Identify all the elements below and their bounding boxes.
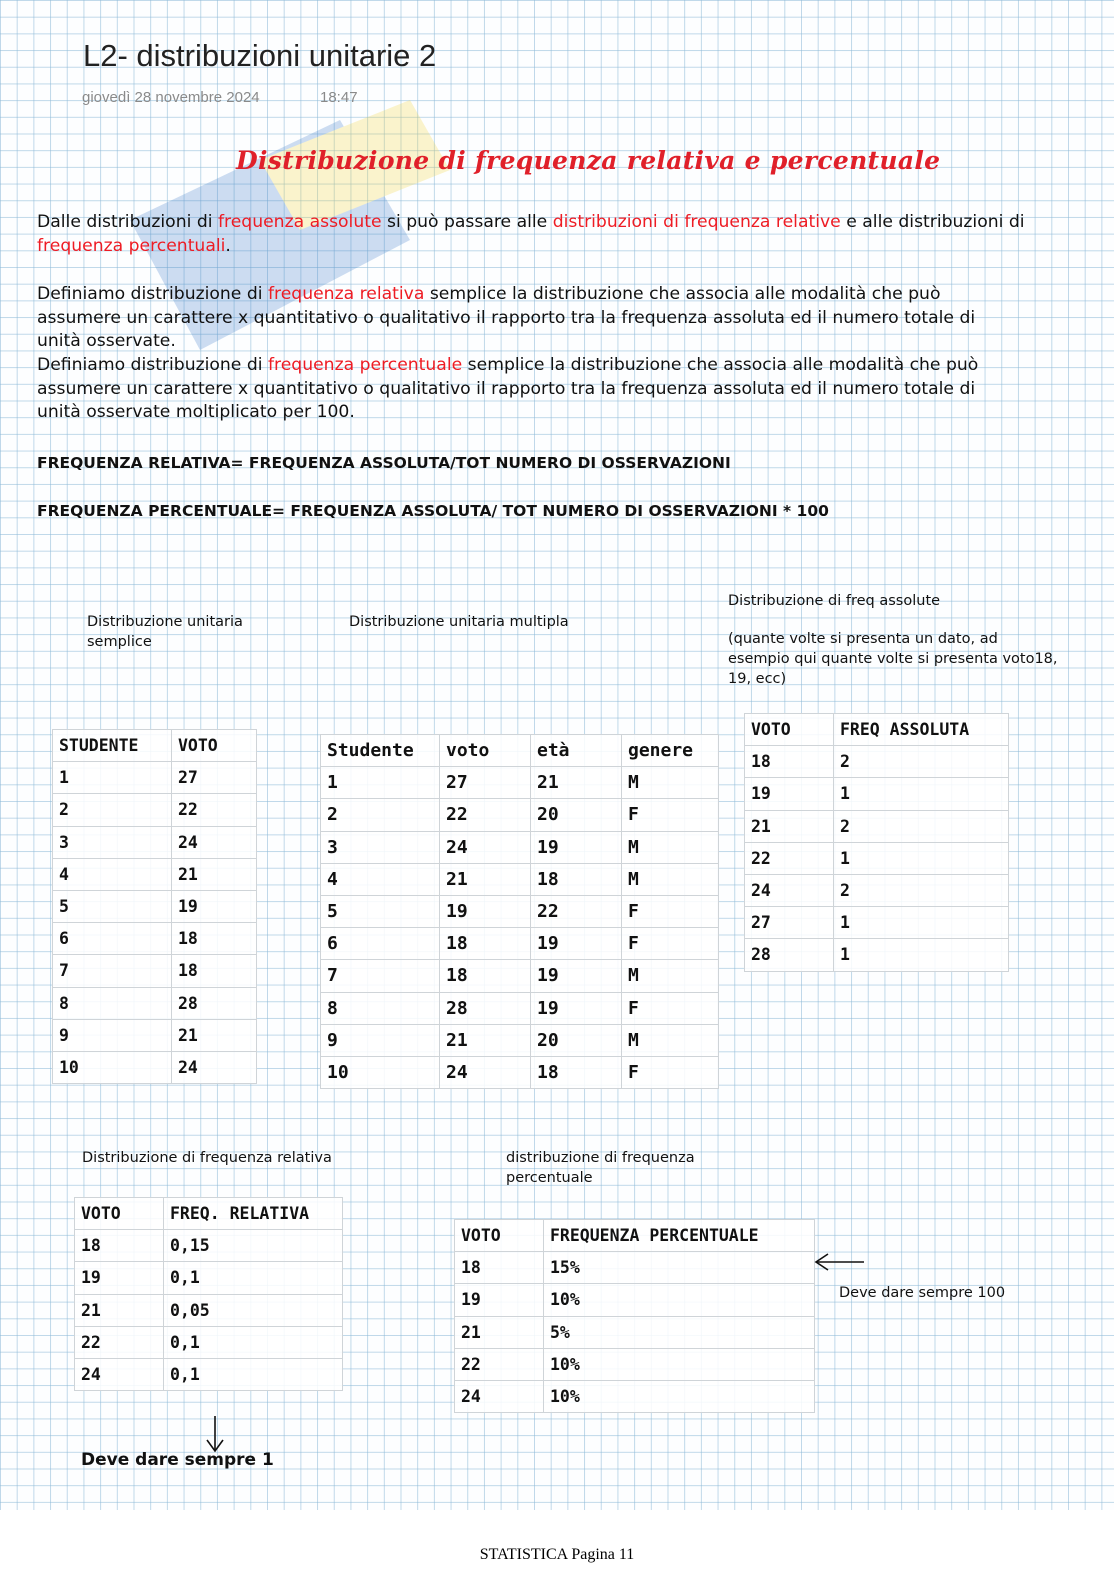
table-row <box>321 960 719 992</box>
table-cell: 19 <box>172 890 257 922</box>
table-cell: 22 <box>75 1326 164 1358</box>
formula-relative: FREQUENZA RELATIVA= FREQUENZA ASSOLUTA/TOT NUMERO DI OSSERVAZIONI <box>37 454 731 472</box>
table-cell: F <box>622 895 719 927</box>
page-time: 18:47 <box>320 89 358 106</box>
table-cell: 6 <box>321 928 440 960</box>
table-row <box>455 1316 815 1348</box>
table-cell: 22 <box>455 1348 544 1380</box>
table-row <box>455 1348 815 1380</box>
table-cell: F <box>622 992 719 1024</box>
table-header-cell: FREQUENZA PERCENTUALE <box>544 1220 815 1252</box>
caption-absolute-title: Distribuzione di freq assolute <box>728 593 941 609</box>
table-header-cell: FREQ. RELATIVA <box>164 1198 343 1230</box>
table-cell: 24 <box>172 1051 257 1083</box>
table-cell: 19 <box>531 960 622 992</box>
table-row <box>75 1294 343 1326</box>
table-header-cell: VOTO <box>455 1220 544 1252</box>
table-cell: 18 <box>531 863 622 895</box>
table-cell: 2 <box>834 746 1009 778</box>
table-row <box>745 874 1009 906</box>
table-cell: 18 <box>172 923 257 955</box>
table-cell: 4 <box>53 858 172 890</box>
table-row <box>455 1284 815 1316</box>
table-row <box>75 1262 343 1294</box>
table-row <box>455 1380 815 1412</box>
table-cell: 19 <box>531 992 622 1024</box>
caption-simple: Distribuzione unitaria semplice <box>87 614 243 650</box>
table-row <box>745 842 1009 874</box>
table-row <box>321 863 719 895</box>
paragraph-relative-definition: Definiamo distribuzione di frequenza relativa semplice la distribuzione che associa alle modalità che può assumere un carattere x quantitativo o qualitativo il rapporto tra la frequenza assoluta ed il numero totale di unità osservate. <box>37 284 976 351</box>
table-cell: 18 <box>440 960 531 992</box>
table-cell: 10 <box>53 1051 172 1083</box>
table-cell: F <box>622 928 719 960</box>
table-cell: 1 <box>834 907 1009 939</box>
table-cell: M <box>622 1024 719 1056</box>
table-cell: 21 <box>172 1019 257 1051</box>
table-cell: 19 <box>745 778 834 810</box>
caption-relative: Distribuzione di frequenza relativa <box>82 1150 332 1166</box>
table-cell: 9 <box>321 1024 440 1056</box>
table-cell: 21 <box>440 1024 531 1056</box>
table-cell: 27 <box>172 762 257 794</box>
table-row <box>53 987 257 1019</box>
table-cell: 19 <box>440 895 531 927</box>
table-row <box>321 895 719 927</box>
table-header-row <box>75 1198 343 1230</box>
table-cell: M <box>622 831 719 863</box>
table-row <box>75 1230 343 1262</box>
table-cell: 10% <box>544 1380 815 1412</box>
table-cell: 19 <box>75 1262 164 1294</box>
table-cell: 21 <box>745 810 834 842</box>
table-header-row <box>53 730 257 762</box>
table-cell: 27 <box>745 907 834 939</box>
table-cell: 18 <box>531 1056 622 1088</box>
note-relative: Deve dare sempre 1 <box>81 1450 274 1470</box>
caption-multiple: Distribuzione unitaria multipla <box>349 614 569 630</box>
arrow-down-icon <box>204 1414 226 1454</box>
table-cell: 9 <box>53 1019 172 1051</box>
table-cell: 20 <box>531 1024 622 1056</box>
table-cell: 18 <box>745 746 834 778</box>
table-row <box>53 858 257 890</box>
table-cell: 15% <box>544 1252 815 1284</box>
table-cell: 4 <box>321 863 440 895</box>
table-cell: 1 <box>834 842 1009 874</box>
caption-absolute-note: (quante volte si presenta un dato, ad esempio qui quante volte si presenta voto18, 19, ecc) <box>728 631 1058 687</box>
table-header-cell: VOTO <box>172 730 257 762</box>
table-row <box>53 762 257 794</box>
table-header-cell: VOTO <box>745 714 834 746</box>
table-row <box>53 923 257 955</box>
table-header-row <box>745 714 1009 746</box>
table-row <box>745 746 1009 778</box>
table-cell: 5 <box>321 895 440 927</box>
table-row <box>321 992 719 1024</box>
table-simple <box>52 729 257 1084</box>
table-cell: 1 <box>834 778 1009 810</box>
table-cell: 10% <box>544 1348 815 1380</box>
table-cell: 6 <box>53 923 172 955</box>
table-cell: 24 <box>440 1056 531 1088</box>
table-absolute <box>744 713 1009 972</box>
paragraph-percent-definition: Definiamo distribuzione di frequenza percentuale semplice la distribuzione che associa alle modalità che può assumere un carattere x quantitativo o qualitativo il rapporto tra la frequenza assoluta ed il numero totale di unità osservate moltiplicato per 100. <box>37 355 979 422</box>
table-cell: M <box>622 767 719 799</box>
table-row <box>321 767 719 799</box>
paragraph-intro: Dalle distribuzioni di frequenza assolute si può passare alle distribuzioni di frequenza relative e alle distribuzioni di frequenza percentuali. <box>37 212 1025 256</box>
table-cell: 18 <box>172 955 257 987</box>
table-cell: 1 <box>53 762 172 794</box>
table-cell: 2 <box>834 810 1009 842</box>
table-cell: 18 <box>455 1252 544 1284</box>
table-cell: 22 <box>745 842 834 874</box>
table-cell: 20 <box>531 799 622 831</box>
table-cell: 24 <box>745 874 834 906</box>
table-cell: 21 <box>172 858 257 890</box>
table-cell: 19 <box>531 928 622 960</box>
table-cell: 1 <box>834 939 1009 971</box>
table-row <box>745 939 1009 971</box>
table-cell: 28 <box>745 939 834 971</box>
table-row <box>745 778 1009 810</box>
table-cell: 3 <box>53 826 172 858</box>
table-cell: 0,05 <box>164 1294 343 1326</box>
table-cell: F <box>622 799 719 831</box>
table-row <box>321 928 719 960</box>
table-cell: 24 <box>172 826 257 858</box>
table-cell: 2 <box>321 799 440 831</box>
table-cell: 8 <box>53 987 172 1019</box>
table-multiple <box>320 734 719 1089</box>
table-cell: 24 <box>455 1380 544 1412</box>
table-cell: 8 <box>321 992 440 1024</box>
table-cell: M <box>622 960 719 992</box>
table-cell: 21 <box>531 767 622 799</box>
arrow-left-icon <box>812 1252 868 1272</box>
table-cell: 1 <box>321 767 440 799</box>
formula-percent: FREQUENZA PERCENTUALE= FREQUENZA ASSOLUTA/ TOT NUMERO DI OSSERVAZIONI * 100 <box>37 502 829 520</box>
table-row <box>321 831 719 863</box>
table-cell: 10 <box>321 1056 440 1088</box>
table-cell: 19 <box>531 831 622 863</box>
table-row <box>53 794 257 826</box>
page-footer: STATISTICA Pagina 11 <box>479 1546 635 1563</box>
table-cell: 21 <box>455 1316 544 1348</box>
table-cell: 7 <box>53 955 172 987</box>
table-row <box>53 890 257 922</box>
table-cell: 7 <box>321 960 440 992</box>
table-cell: 5% <box>544 1316 815 1348</box>
table-percent <box>454 1219 815 1413</box>
table-cell: M <box>622 863 719 895</box>
table-cell: 28 <box>172 987 257 1019</box>
table-cell: 2 <box>834 874 1009 906</box>
section-heading: Distribuzione di frequenza relativa e percentuale <box>236 146 941 175</box>
table-cell: F <box>622 1056 719 1088</box>
table-header-row <box>321 735 719 767</box>
table-header-cell: FREQ ASSOLUTA <box>834 714 1009 746</box>
table-cell: 27 <box>440 767 531 799</box>
table-cell: 22 <box>172 794 257 826</box>
table-cell: 18 <box>75 1230 164 1262</box>
table-cell: 2 <box>53 794 172 826</box>
table-cell: 3 <box>321 831 440 863</box>
table-row <box>745 810 1009 842</box>
table-cell: 0,15 <box>164 1230 343 1262</box>
table-cell: 22 <box>440 799 531 831</box>
table-cell: 19 <box>455 1284 544 1316</box>
table-row <box>53 955 257 987</box>
table-cell: 21 <box>75 1294 164 1326</box>
table-row <box>53 826 257 858</box>
table-header-row <box>455 1220 815 1252</box>
page-date: giovedì 28 novembre 2024 <box>82 89 260 106</box>
table-row <box>75 1326 343 1358</box>
table-relative <box>74 1197 343 1391</box>
page-title: L2- distribuzioni unitarie 2 <box>83 38 437 73</box>
table-cell: 0,1 <box>164 1358 343 1390</box>
table-cell: 10% <box>544 1284 815 1316</box>
note-percent: Deve dare sempre 100 <box>839 1285 1006 1301</box>
table-row <box>745 907 1009 939</box>
table-cell: 24 <box>75 1358 164 1390</box>
table-header-cell: Studente <box>321 735 440 767</box>
table-row <box>75 1358 343 1390</box>
table-row <box>321 1024 719 1056</box>
table-header-cell: voto <box>440 735 531 767</box>
table-cell: 0,1 <box>164 1262 343 1294</box>
table-cell: 18 <box>440 928 531 960</box>
table-header-cell: STUDENTE <box>53 730 172 762</box>
table-cell: 21 <box>440 863 531 895</box>
table-cell: 22 <box>531 895 622 927</box>
table-header-cell: età <box>531 735 622 767</box>
table-cell: 0,1 <box>164 1326 343 1358</box>
table-row <box>321 1056 719 1088</box>
table-row <box>53 1051 257 1083</box>
table-row <box>53 1019 257 1051</box>
table-header-cell: VOTO <box>75 1198 164 1230</box>
table-header-cell: genere <box>622 735 719 767</box>
table-cell: 28 <box>440 992 531 1024</box>
table-row <box>455 1252 815 1284</box>
table-row <box>321 799 719 831</box>
caption-percent: distribuzione di frequenza percentuale <box>506 1150 695 1186</box>
table-cell: 24 <box>440 831 531 863</box>
table-cell: 5 <box>53 890 172 922</box>
